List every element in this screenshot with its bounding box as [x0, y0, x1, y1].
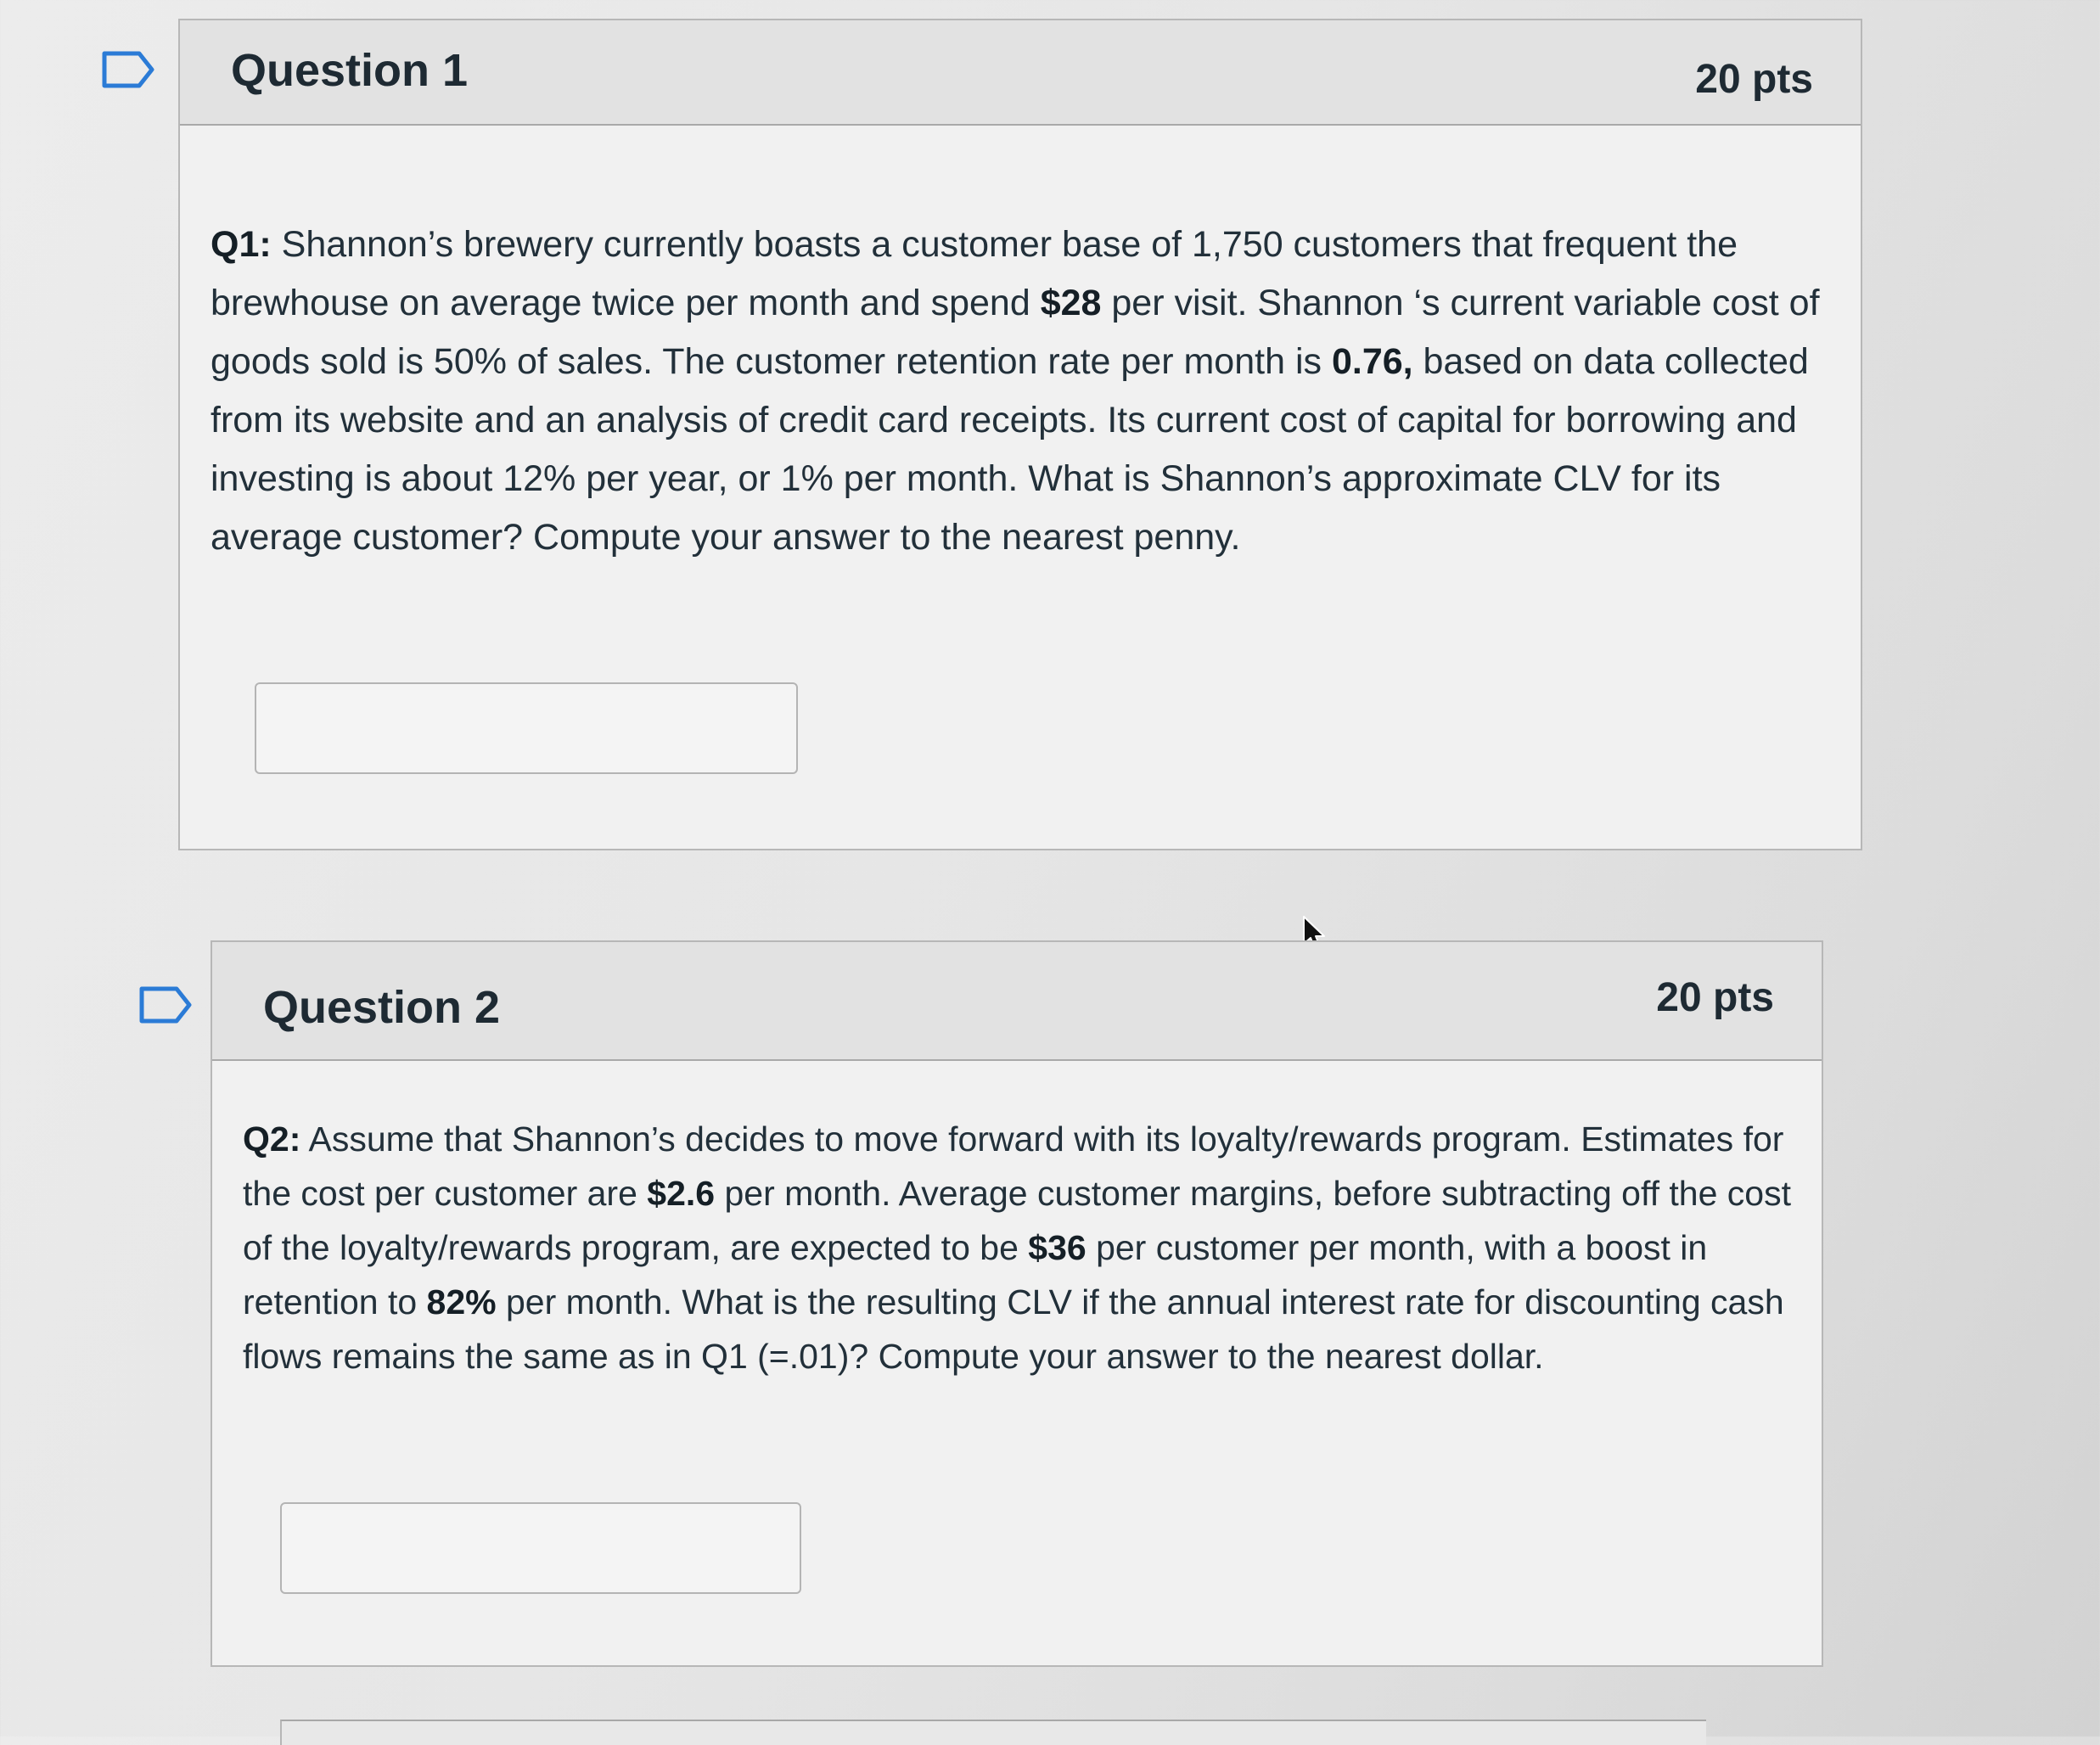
flag-question-2-icon[interactable]	[139, 986, 192, 1024]
question-card-2	[211, 940, 1823, 1667]
question-text	[211, 216, 1830, 567]
question-header	[212, 942, 1822, 1061]
emphasis-text: 0.76,	[1331, 341, 1413, 382]
question-title: Question 1	[231, 45, 469, 96]
question-title: Question 2	[263, 982, 501, 1033]
flag-question-1-icon[interactable]	[102, 51, 154, 88]
body-text: Assume that Shannon’s decides to move forward with its loyalty/rewards program. Estimates for the cost per customer are	[243, 1119, 1784, 1213]
question-points: 20 pts	[1695, 57, 1813, 102]
body-text: per customer per month, with a boost in retention to	[243, 1228, 1708, 1321]
emphasis-text: $36	[1028, 1228, 1086, 1267]
answer-input-2[interactable]	[280, 1502, 801, 1594]
emphasis-text: $2.6	[647, 1174, 716, 1213]
question-text	[243, 1112, 1791, 1383]
answer-input-1[interactable]	[255, 682, 798, 774]
emphasis-text: Q2:	[243, 1119, 301, 1159]
emphasis-text: 82%	[426, 1282, 497, 1321]
next-question-card-edge	[280, 1720, 1706, 1745]
body-text: per month. Average customer margins, before subtracting off the cost of the loyalty/rewards program, are expected to be	[243, 1174, 1791, 1267]
emphasis-text: $28	[1040, 283, 1102, 323]
question-card-1	[178, 19, 1862, 850]
body-text: per visit. Shannon ‘s current variable cost of goods sold is 50% of sales. The customer retention rate per month is	[211, 283, 1820, 382]
body-text: per month. What is the resulting CLV if the annual interest rate for discounting cash flows remains the same as in Q1 (=.01)? Compute your answer to the nearest dollar.	[243, 1282, 1784, 1376]
body-text: Shannon’s brewery currently boasts a customer base of 1,750 customers that frequent the brewhouse on average twice per month and spend	[211, 224, 1738, 323]
question-header	[180, 20, 1861, 126]
emphasis-text: Q1:	[211, 224, 272, 265]
body-text: based on data collected from its website and an analysis of credit card receipts. Its current cost of capital for borrowing and investing is about 12% per year, or 1% per month. What is Shannon’s approximate CLV for its average customer? Compute your answer to the nearest penny.	[211, 341, 1809, 558]
question-points: 20 pts	[1656, 975, 1774, 1020]
